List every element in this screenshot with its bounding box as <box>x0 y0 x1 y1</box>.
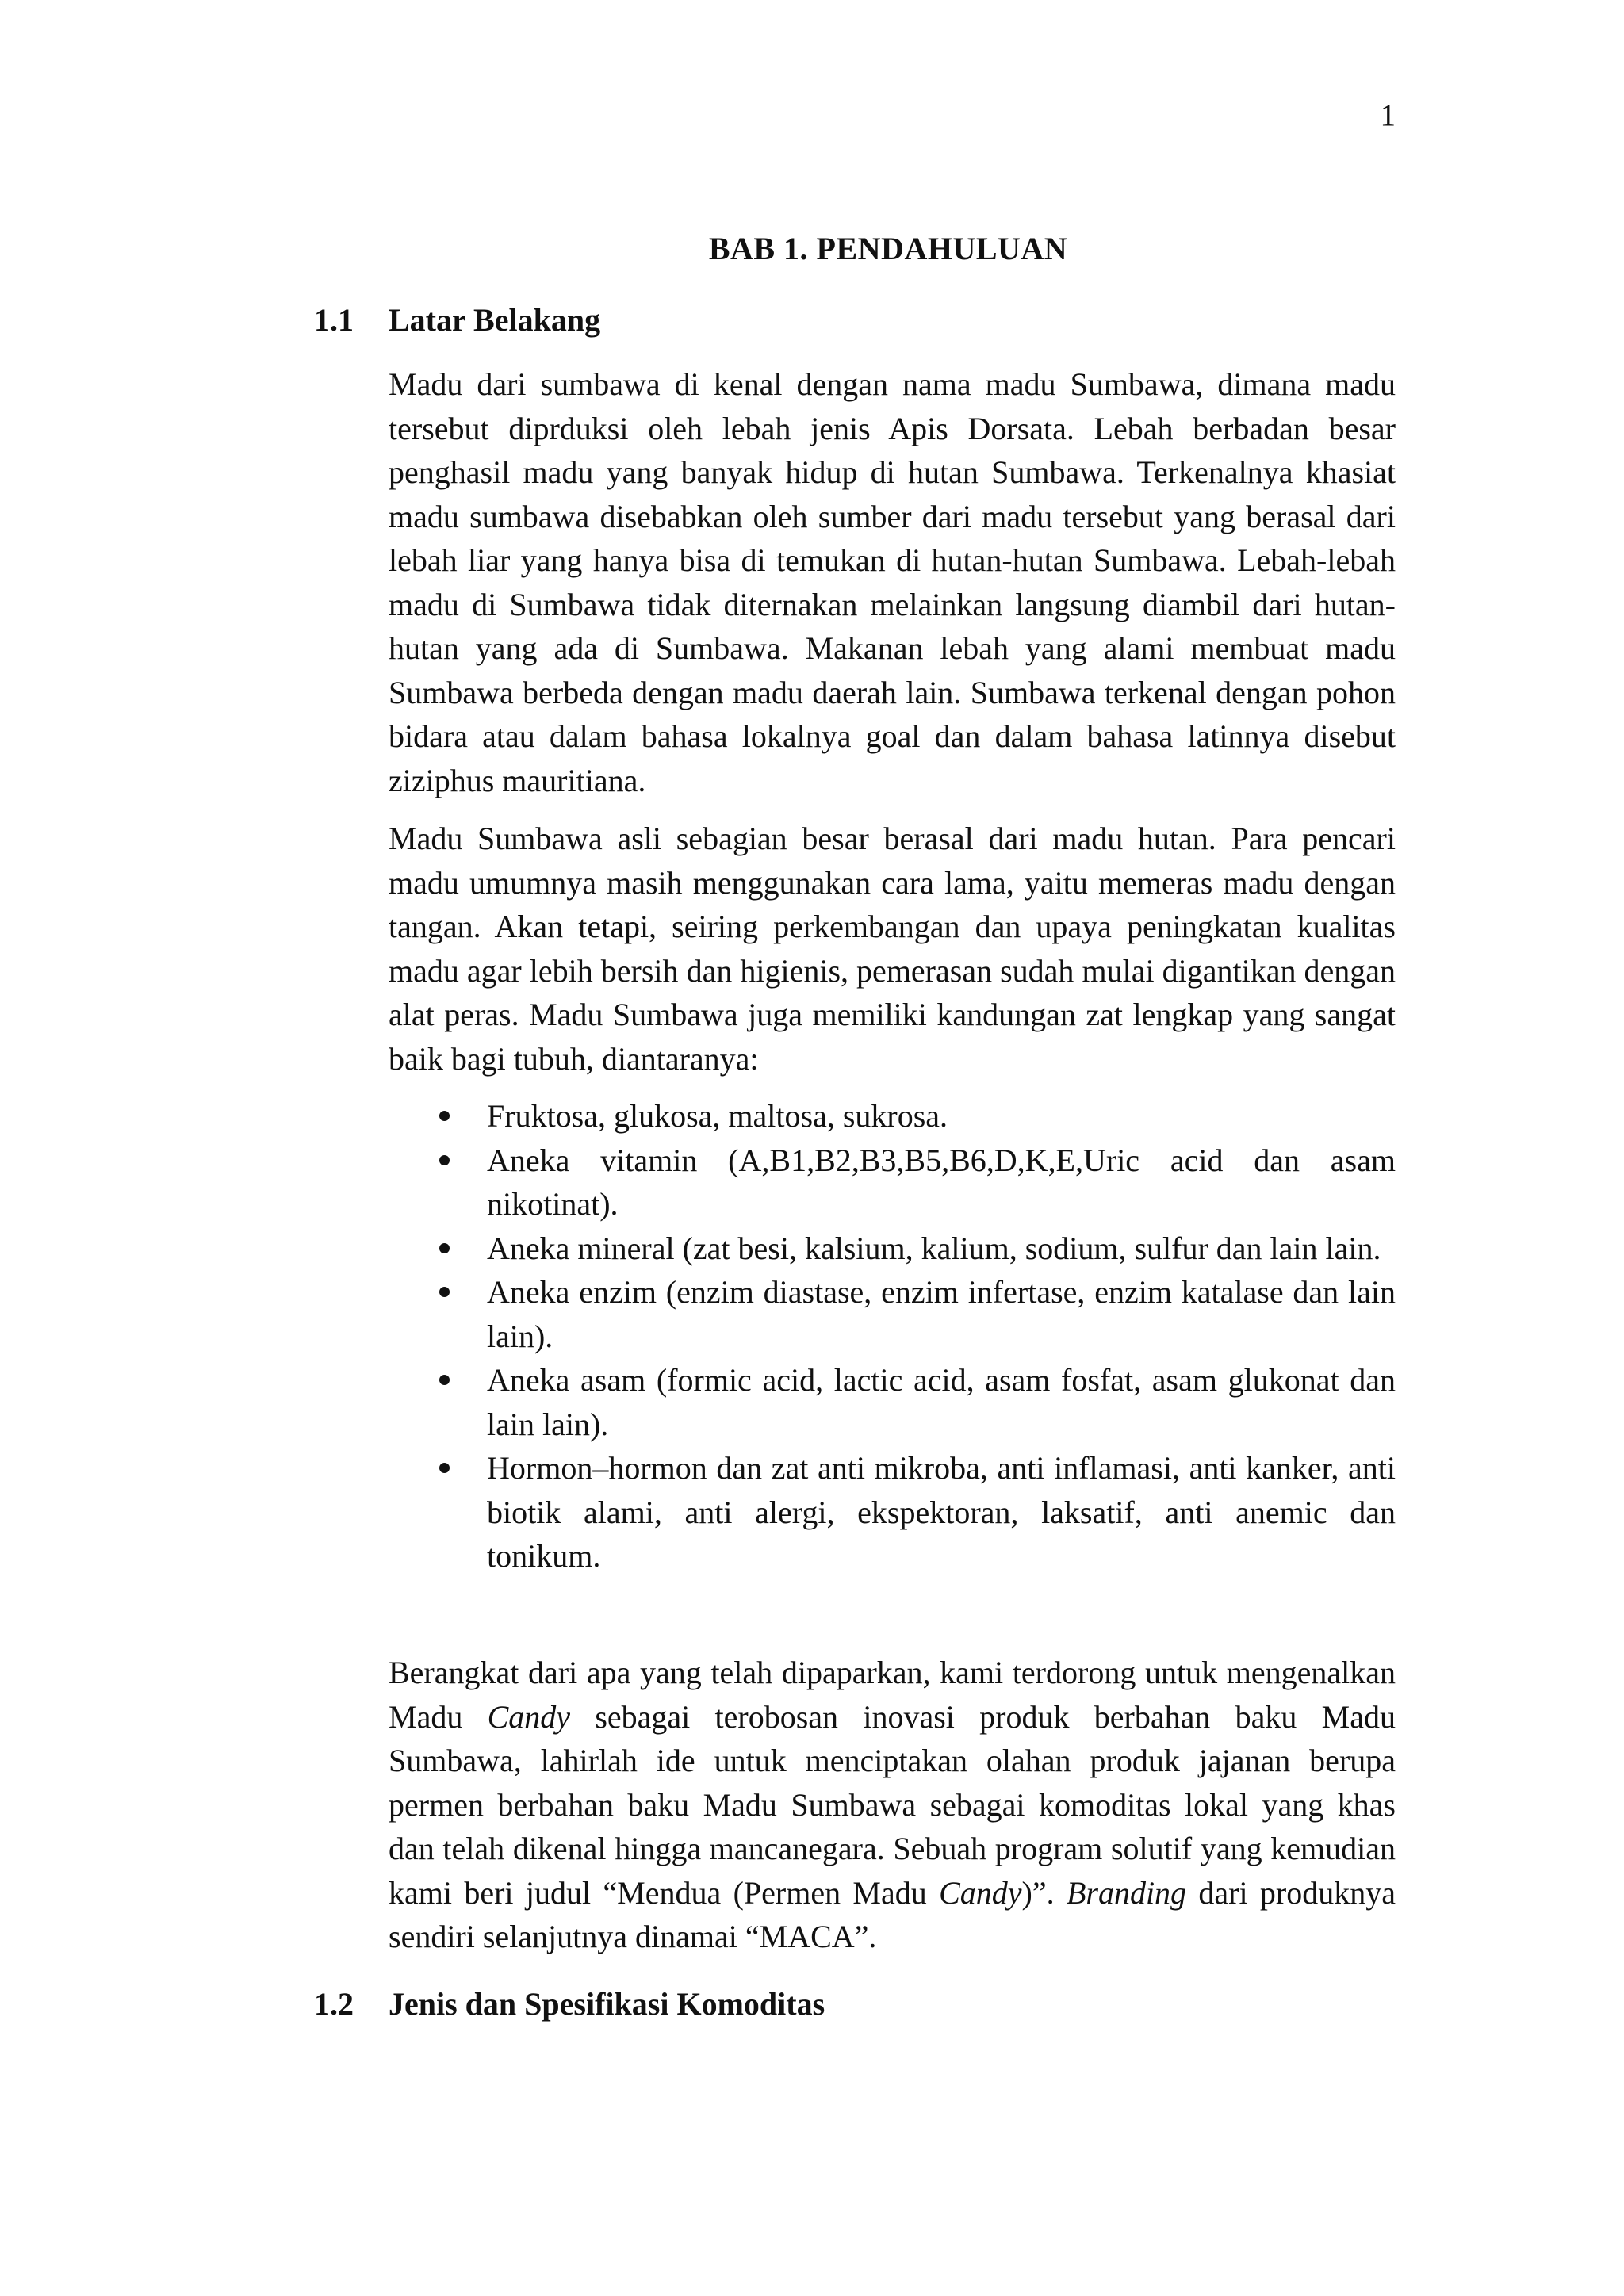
italic-term: Candy <box>487 1698 571 1735</box>
italic-term: Branding <box>1066 1874 1187 1911</box>
list-item-text: Aneka enzim (enzim diastase, enzim infertase, enzim katalase dan lain lain). <box>487 1274 1396 1354</box>
paragraph-text: sebagai terobosan inovasi produk berbahan baku Madu Sumbawa, lahirlah ide untuk menciptakan olahan produk jajanan berupa permen berbahan baku Madu Sumbawa sebagai komoditas lokal yang khas dan telah dikenal hingga mancanegara. Sebuah program solutif yang kemudian kami beri judul “Mendua (Permen Madu <box>389 1698 1396 1911</box>
paragraph-madu-candy <box>389 1651 1396 1959</box>
bullet-icon <box>439 1111 450 1121</box>
nutrient-bullet-list <box>389 1094 1396 1578</box>
section-heading-jenis-komoditas <box>314 1988 825 2020</box>
list-item-text: Hormon–hormon dan zat anti mikroba, anti inflamasi, anti kanker, anti biotik alami, anti alergi, ekspektoran, laksatif, anti anemic dan tonikum. <box>487 1450 1396 1574</box>
bullet-icon <box>439 1243 450 1253</box>
paragraph-text: dari produknya sendiri selanjutnya dinamai “MACA”. <box>389 1874 1396 1954</box>
bullet-icon <box>439 1375 450 1385</box>
bullet-icon <box>439 1463 450 1473</box>
list-item <box>389 1446 1396 1578</box>
italic-term: Candy <box>939 1874 1022 1911</box>
list-item <box>389 1226 1396 1271</box>
list-item-text: Aneka vitamin (A,B1,B2,B3,B5,B6,D,K,E,Uric acid dan asam nikotinat). <box>487 1142 1396 1222</box>
bullet-icon <box>439 1155 450 1165</box>
section-heading-latar-belakang <box>314 304 600 336</box>
list-item-text: Aneka asam (formic acid, lactic acid, asam fosfat, asam glukonat dan lain lain). <box>487 1362 1396 1442</box>
section-title: Latar Belakang <box>389 302 601 338</box>
list-item <box>389 1358 1396 1446</box>
list-item <box>389 1094 1396 1138</box>
list-item <box>389 1270 1396 1358</box>
list-item <box>389 1138 1396 1226</box>
paragraph-madu-sumbawa-intro: Madu dari sumbawa di kenal dengan nama madu Sumbawa, dimana madu tersebut diprduksi oleh lebah jenis Apis Dorsata. Lebah berbadan besar penghasil madu yang banyak hidup di hutan Sumbawa. Terkenalnya khasiat madu sumbawa disebabkan oleh sumber dari madu tersebut yang berasal dari lebah liar yang hanya bisa di temukan di hutan-hutan Sumbawa. Lebah-lebah madu di Sumbawa tidak diternakan melainkan langsung diambil dari hutan-hutan yang ada di Sumbawa. Makanan lebah yang alami membuat madu Sumbawa berbeda dengan madu daerah lain. Sumbawa terkenal dengan pohon bidara atau dalam bahasa lokalnya goal dan dalam bahasa latinnya disebut ziziphus mauritiana. <box>389 366 1396 798</box>
list-item-text: Aneka mineral (zat besi, kalsium, kalium, sodium, sulfur dan lain lain. <box>487 1230 1381 1266</box>
page-number: 1 <box>1380 98 1396 132</box>
section-number: 1.2 <box>314 1986 354 2022</box>
paragraph-text: )”. <box>1021 1874 1067 1911</box>
section-title: Jenis dan Spesifikasi Komoditas <box>389 1986 825 2022</box>
list-item-text: Fruktosa, glukosa, maltosa, sukrosa. <box>487 1098 948 1134</box>
paragraph-text: Berangkat dari apa yang telah dipaparkan, kami terdorong untuk mengenalkan Madu <box>389 1655 1396 1735</box>
paragraph-madu-hutan: Madu Sumbawa asli sebagian besar berasal dari madu hutan. Para pencari madu umumnya masih menggunakan cara lama, yaitu memeras madu dengan tangan. Akan tetapi, seiring perkembangan dan upaya peningkatan kualitas madu agar lebih bersih dan higienis, pemerasan sudah mulai digantikan dengan alat peras. Madu Sumbawa juga memiliki kandungan zat lengkap yang sangat baik bagi tubuh, diantaranya: <box>389 821 1396 1077</box>
bullet-icon <box>439 1287 450 1297</box>
chapter-title: BAB 1. PENDAHULUAN <box>708 231 1068 266</box>
section-number: 1.1 <box>314 302 354 338</box>
